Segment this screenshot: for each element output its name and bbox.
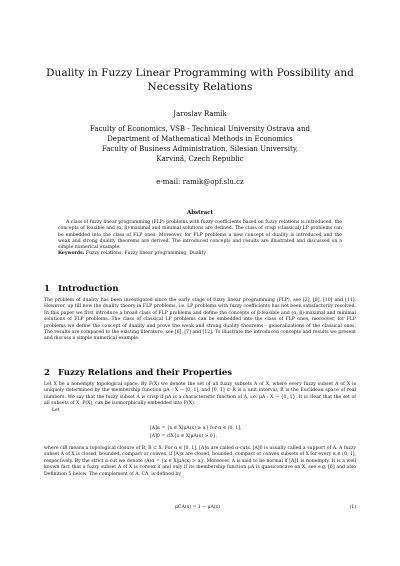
section-2-title: Fuzzy Relations and their Properties — [58, 368, 233, 378]
equation-number: (1) — [349, 505, 356, 510]
section-1-title: Introduction — [58, 284, 119, 294]
affiliation — [0, 124, 400, 164]
section-2-paragraph-1 — [44, 382, 356, 414]
keywords-label: Keywords: — [58, 251, 85, 257]
paper-title — [0, 66, 400, 94]
introduction-text: The problem of duality has been investigated since the early stage of fuzzy linear programming (FLP), see [3], [8], [10] and [11]. However, up till now the duality theory in FLP problems, i.e. LP problems with fuzzy coefficients has not been satisfactorily resolved. In this paper we first introduce a broad class of FLP problems and define the concepts of β-feasible and (α, β)-maximal and minimal solutions of FLP problems. The class of classical LP problems can be embedded into the class of FLP ones, moreover, for FLP problems we define the concept of duality and prove the weak and strong duality theorems - generalizations of the classical ones. The results are compared to the existing literature, see [6], [7] and [12]. To illustrate the introduced concepts and results we present and discuss a simple numerical example. — [44, 298, 356, 342]
author-email: e-mail: ramik@opf.slu.cz — [156, 178, 244, 186]
keywords-text: Fuzzy relations, Fuzzy linear programming, Duality — [85, 251, 206, 257]
affiliation-line-3: Faculty of Business Administration, Silesian University, — [101, 145, 299, 153]
title-line-1: Duality in Fuzzy Linear Programming with Possibility and — [46, 67, 354, 79]
affiliation-line-4: Karviná, Czech Republic — [156, 155, 244, 163]
section-2-text-1: Let X be a nonempty topological space. By F(X) we denote the set of all fuzzy subsets A of X, where every fuzzy subset A of X is uniquely determined by the membership function μA : X → [0, 1], and [0, 1] ⊂ R is a unit interval, R is the Euclidean space of real numbers. We say that the fuzzy subset A is crisp if μA is a characteristic function of A, i.e. μA : X → {0, 1}. It is clear that the set of all subsets of X, P(X), can be isomorphically embedded into F(X). — [44, 382, 356, 407]
equation-row-2: [A]0 = clX{x ∈ X|μA(x) > 0}, — [150, 434, 218, 439]
section-1-heading — [44, 284, 356, 294]
affiliation-line-1: Faculty of Economics, VSB - Technical University Ostrava and — [90, 125, 310, 133]
section-2-number: 2 — [44, 368, 50, 378]
keywords-line — [58, 251, 342, 257]
section-2-paragraph-2 — [44, 446, 356, 478]
title-line-2: Necessity Relations — [147, 81, 253, 93]
abstract-heading: Abstract — [186, 210, 214, 216]
equation-row-1: [A]α = {x ∈ X|μA(x) ≥ α} for α ∈ (0, 1], — [150, 426, 242, 431]
let-text: Let — [52, 407, 60, 413]
abstract-text: A class of fuzzy linear programming (FLP) problems with fuzzy coefficients based on fuzzy relations is introduced, the concepts of feasible and (α, β)-maximal and minimal solutions are defined. The class of crisp (classical) LP problems can be embedded into the class of FLP ones. Moreover, for FLP problems a new concept of duality is introduced and the weak and strong duality theorems are derived. The introduced concepts and results are illustrated and discussed on a simple numerical example. — [58, 220, 342, 251]
author-name: Jaroslav Ramík — [173, 110, 227, 118]
affiliation-line-2: Department of Mathematical Methods in Economics — [107, 135, 293, 143]
introduction-paragraph — [44, 298, 356, 343]
section-1-number: 1 — [44, 284, 50, 294]
equation-complement: μCA(x) = 1 − μA(x) — [175, 505, 220, 510]
section-2-text-2: where clB means a topological closure of B, B ⊂ X. For α ∈ [0, 1], [A]α are called α-cuts. [A]0 is usually called a support of A. A fuzzy subset A of X is closed, bounded, compact or convex, if [A]α are closed, bounded, compact or convex subsets of X for every α ∈ (0, 1], respectively. By the strict α-cut we denote (A)α = {x ∈ X|μA(x) > α}. Moreover, A is said to be normal if [A]1 is nonempty. It is a well known fact that a fuzzy subset A of X is convex if and only if its membership function μA is quasiconcave on X, see e.g. [6] and also Definition 5 below. The complement of A, CA, is defined by — [44, 446, 356, 477]
abstract-block — [58, 220, 342, 258]
section-2-heading — [44, 368, 356, 378]
